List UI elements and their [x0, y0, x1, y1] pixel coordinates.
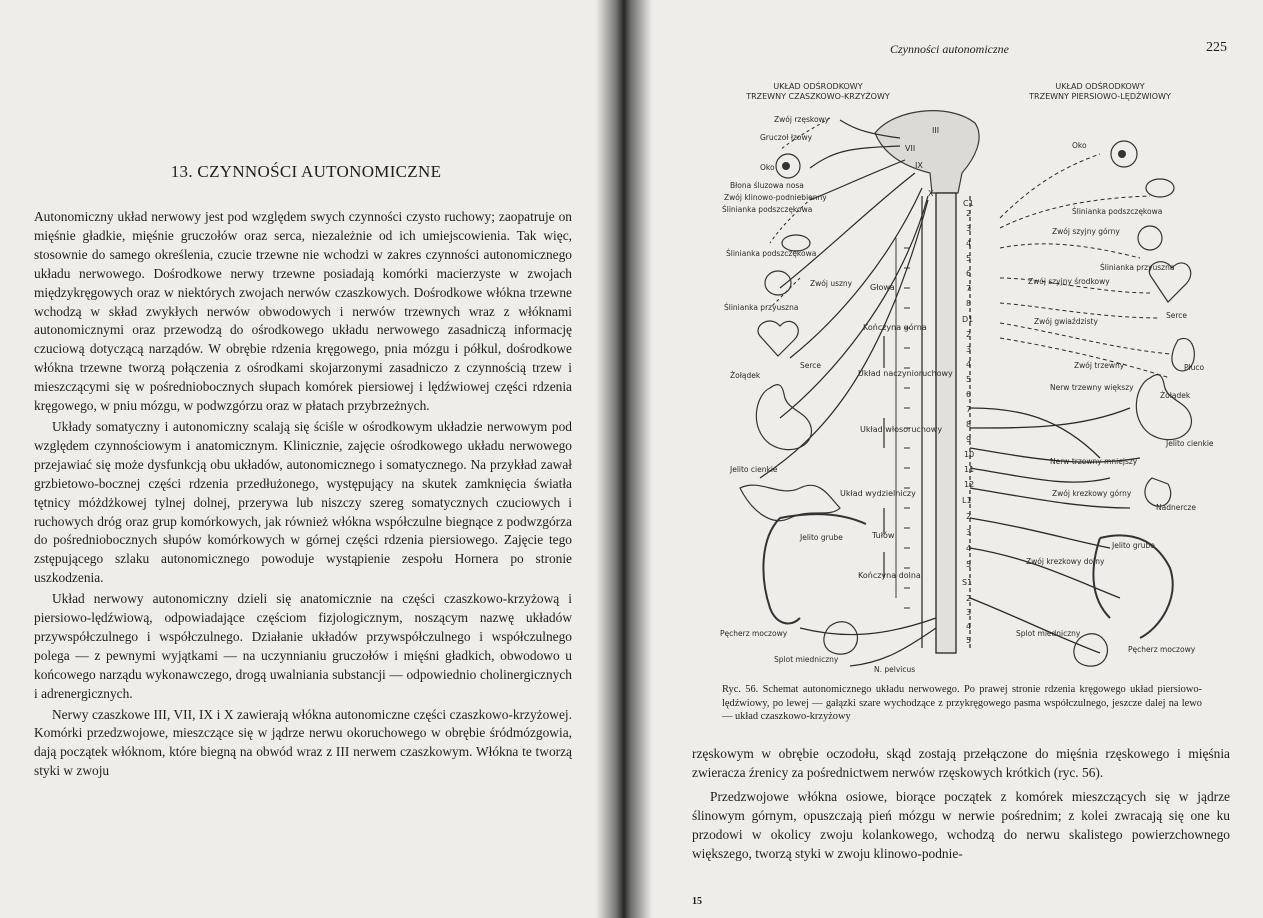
book-gutter: [596, 0, 652, 918]
spinal-segments: [962, 199, 974, 645]
heart-left: [758, 321, 798, 356]
segment-label: 5: [966, 560, 972, 569]
left-organ-label: N. pelvicus: [874, 665, 916, 674]
left-organ-label: Gruczoł łzowy: [760, 133, 813, 142]
left-paragraph: Układy somatyczny i autonomiczny scalają się ściśle w ośrodkowym układzie nerwowym pod względem czynnościowym i anatomicznym. Klinicznie, zajęcie ośrodkowego układu nerwowego przejawiać się może dysfunkcją obu układów, autonomicznego i somatycznego. Na przykład zawał grzbietowo-bocznej części rdzenia przedłużonego, występujący na skutek zamknięcia światła tętnicy móżdżkowej tylnej dolnej, przerywa lub niszczy szereg somatycznych czuciowych i ruchowych dróg oraz grup komórkowych, jak również włókna współczulne biegnące z podwzgórza do pośredniobocznych słupów komórkowych w górnej części rdzenia piersiowego. Zajęcie tego zstępującego szlaku autonomicznego powoduje wystąpienie zespołu Hornera po stronie uszkodzenia.: [34, 418, 572, 586]
cranial-nerve-label: IX: [915, 161, 923, 170]
segment-label: D1: [962, 315, 974, 324]
segment-label: 2: [966, 594, 972, 603]
right-organ-label: Płuco: [1184, 363, 1205, 372]
right-organ-label: Nerw trzewny większy: [1050, 383, 1134, 392]
large-intestine-right: [1093, 535, 1172, 638]
segment-label: 4: [966, 239, 972, 248]
segment-label: 2: [966, 330, 972, 339]
center-label: Układ naczynioruchowy: [858, 369, 953, 378]
stomach-left: [756, 385, 811, 450]
pupil-right: [1118, 150, 1126, 158]
right-organ-label: Żołądek: [1160, 391, 1191, 400]
segment-label: 10: [964, 450, 975, 459]
right-organ-label: Ślinianka przyuszna: [1100, 263, 1175, 272]
segment-label: 8: [966, 420, 972, 429]
right-paragraph: rzęskowym w obrębie oczodołu, skąd zostają przełączone do mięśnia rzęskowego i mięśnia zwieracza źrenicy za pośrednictwem nerwów rzęskowych krótkich (ryc. 56).: [692, 746, 1230, 780]
right-organ-label: Ślinianka podszczękowa: [1072, 207, 1163, 216]
segment-label: S1: [962, 578, 973, 587]
left-organ-label: Ślinianka podszczękowa: [726, 249, 817, 258]
diagram-heading-left-2: TRZEWNY CZASZKOWO-KRZYŻOWY: [746, 92, 890, 101]
segment-label: 3: [966, 224, 972, 233]
cranial-nerve-label: III: [932, 126, 940, 135]
right-organ-label: Serce: [1166, 311, 1188, 320]
left-organ-label: Ślinianka przyuszna: [724, 303, 799, 312]
adrenal-right: [1145, 478, 1171, 506]
pupil-left: [782, 162, 790, 170]
right-organ-label: Jelito cienkie: [1166, 439, 1214, 448]
right-organ-label: Zwój trzewny: [1074, 361, 1125, 370]
center-label: Układ wydzielniczy: [840, 489, 916, 498]
cranial-nerve-label: X: [928, 189, 934, 198]
segment-label: 2: [966, 512, 972, 521]
left-organ-label: Zwój uszny: [810, 279, 853, 288]
right-organ-label: Zwój gwiaździsty: [1034, 317, 1098, 326]
segment-label: 5: [966, 636, 972, 645]
submandibular-right: [1146, 179, 1174, 197]
large-intestine-left: [763, 514, 866, 623]
right-organ-label: Pęcherz moczowy: [1128, 645, 1196, 654]
segment-label: 4: [966, 360, 972, 369]
segment-label: 11: [964, 465, 975, 474]
segment-label: 2: [966, 209, 972, 218]
parotid-right: [1138, 226, 1162, 250]
running-head: Czynności autonomiczne: [890, 42, 1009, 56]
left-page: [0, 0, 612, 918]
right-organ-label: Zwój krezkowy górny: [1052, 489, 1132, 498]
segment-label: 12: [964, 480, 975, 489]
left-paragraph: Nerwy czaszkowe III, VII, IX i X zawierają włókna autonomiczne części czaszkowo-krzyżowej. Komórki przedzwojowe, mieszczące się w jądrze nerwu okoruchowego w obrębie śródmózgowia, dają początek włóknom, które biegną na obwód wraz z III nerwem czaszkowym. Włókna te tworzą styki w zwoju: [34, 706, 572, 779]
segment-label: 4: [966, 622, 972, 631]
right-organ-label: Zwój krezkowy dolny: [1026, 557, 1105, 566]
segment-label: 3: [966, 345, 972, 354]
left-organ-label: Oko: [760, 163, 775, 172]
bladder-left: [824, 622, 858, 654]
right-body-text: [692, 745, 1230, 863]
right-organ-label: Oko: [1072, 141, 1087, 150]
right-organ-label: Zwój szyjny górny: [1052, 227, 1120, 236]
right-organ-label: Jelito grube: [1112, 541, 1155, 550]
left-organ-label: Ślinianka podszczękowa: [722, 205, 813, 214]
center-label: Tułów: [872, 531, 895, 540]
left-organ-label: Zwój klinowo-podniebienny: [724, 193, 827, 202]
left-organ-label: Jelito grube: [800, 533, 843, 542]
segment-label: 5: [966, 375, 972, 384]
spinal-cord: [936, 193, 956, 653]
left-organ-label: Pęcherz moczowy: [720, 629, 788, 638]
diagram-heading-right-1: UKŁAD ODŚRODKOWY: [1055, 82, 1145, 91]
left-organ-label: Żołądek: [730, 371, 761, 380]
figure-caption: Ryc. 56. Schemat autonomicznego układu nerwowego. Po prawej stronie rdzenia kręgowego układ piersiowo-lędźwiowy, po lewej — gałązki szare wychodzące z przykręgowego pasma współczulnego, jeszcze dalej na lewo — układ czaszkowo-krzyżowy: [722, 684, 1202, 723]
left-organ-label: Serce: [800, 361, 822, 370]
diagram-heading-right-2: TRZEWNY PIERSIOWO-LĘDŹWIOWY: [1029, 92, 1171, 101]
chapter-title: 13. CZYNNOŚCI AUTONOMICZNE: [170, 162, 442, 181]
center-label: Kończyna dolna: [858, 571, 921, 580]
signature-mark: 15: [692, 896, 702, 907]
left-paragraph: Autonomiczny układ nerwowy jest pod względem swych czynności czysto ruchowy; zaopatruje on mięśnie gładkie, mięśnie gruczołów oraz serca, niezależnie od ich umiejscowienia. Tak więc, stosownie do samego określenia, czucie trzewne nie wchodzi w zakres czynności autonomicznego układu nerwowego. Dośrodkowe nerwy trzewne posiadają komórki macierzyste w zwojach międzykręgowych oraz w niektórych zwojach nerwów czaszkowych. Dośrodkowe włókna trzewne wchodzą w skład zwykłych nerwów obwodowych i nerwów trzewnych wraz z włóknami autonomicznymi oraz przewodzą do ośrodkowego układu nerwowego zasadniczą informację czuciową dotyczącą narządów. W obrębie rdzenia kręgowego, pnia mózgu i półkul, dośrodkowe włókna trzewne tworzą połączenia z ośrodkami skojarzonymi zasadniczo z czynnością trzew i mieszczącymi się w pośredniobocznych słupach komórek piersiowej i lędźwiowej części rdzenia kręgowego, w pniu mózgu, w podwzgórzu oraz w płatach przybrzeżnych.: [34, 209, 572, 414]
left-organ-label: Błona śluzowa nosa: [730, 181, 804, 190]
segment-label: 8: [966, 299, 972, 308]
segment-label: C1: [963, 199, 974, 208]
segment-label: 3: [966, 528, 972, 537]
left-paragraph: Układ nerwowy autonomiczny dzieli się anatomicznie na części czaszkowo-krzyżową i piersiowo-lędźwiową, odpowiadające częściom fizjologicznym, noszącym nazwę układów przywspółczulnego i współczulnego. Działanie układów przywspółczulnego i współczulnego polega — z pewnymi wyjątkami — na uczynnianiu gruczołów i mięśni gładkich, obwodowo u końcowego narządu wykonawczego, drogą uwalniania substancji — odpowiednio cholinergicznych i adrenergicznych.: [34, 591, 572, 701]
stomach-right: [1136, 375, 1191, 440]
segment-label: 9: [966, 435, 972, 444]
segment-label: L1: [962, 496, 972, 505]
left-organ-label: Splot miedniczny: [774, 655, 839, 664]
segment-label: 6: [966, 390, 972, 399]
right-paragraph: Przedzwojowe włókna osiowe, biorące początek z komórek mieszczących się w jądrze ślinowym górnym, opuszczają pień mózgu w nerwie pośrednim; z kolei zwracają się one ku przodowi w okolicy zwoju kolankowego, wchodzą do nerwu skalistego powierzchownego większego, tworzą styki w zwoju klinowo-podnie-: [692, 788, 1230, 861]
segment-label: 6: [966, 269, 972, 278]
right-organ-label: Splot miedniczny: [1016, 629, 1081, 638]
segment-label: 7: [966, 284, 972, 293]
segment-label: 7: [966, 405, 972, 414]
segment-label: 3: [966, 608, 972, 617]
brainstem-shape: [875, 111, 979, 193]
right-organ-label: Zwój szyjny środkowy: [1028, 277, 1110, 286]
thoraco-lumbar-pathways: [970, 408, 1140, 653]
segment-label: 5: [966, 254, 972, 263]
left-organ-label: Zwój rzęskowy: [774, 115, 830, 124]
autonomic-nervous-system-diagram: [700, 78, 1220, 674]
right-organ-label: Nadnercze: [1156, 503, 1196, 512]
diagram-heading-left-1: UKŁAD ODŚRODKOWY: [773, 82, 863, 91]
right-organ-label: Nerw trzewny mniejszy: [1050, 457, 1138, 466]
cranial-nerve-label: VII: [905, 144, 916, 153]
center-label: Głowa: [870, 283, 895, 292]
center-label: Układ włosoruchowy: [860, 425, 943, 434]
segment-label: 4: [966, 544, 972, 553]
left-organ-label: Jelito cienkie: [730, 465, 778, 474]
page-number: 225: [1206, 40, 1227, 55]
left-body-text: [34, 208, 572, 781]
center-label: Kończyna górna: [863, 323, 927, 332]
